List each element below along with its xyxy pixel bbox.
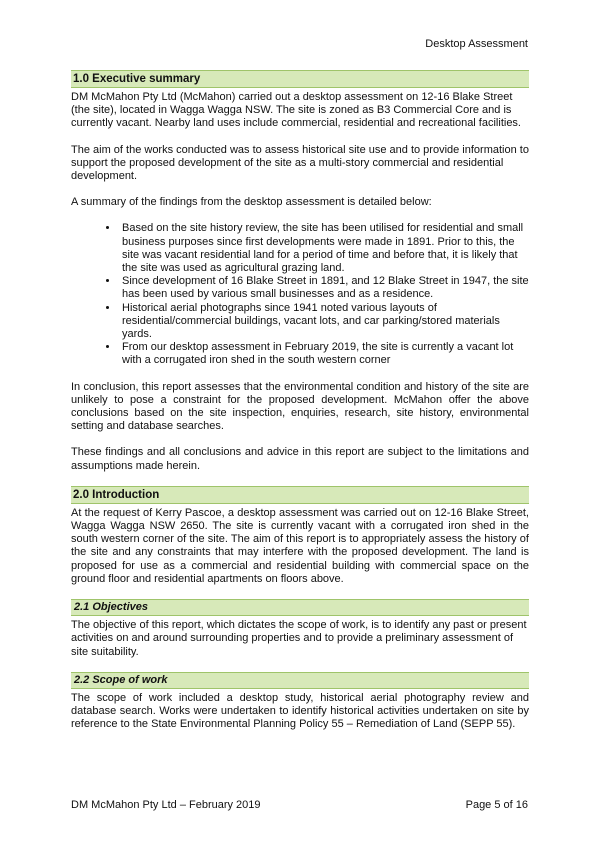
paragraph: DM McMahon Pty Ltd (McMahon) carried out a desktop assessment on 12-16 Blake Street (the site), located in Wagga Wagga NSW. The site is zoned as B3 Commercial Core and is currently vacant. Nearby land uses include commercial, residential and recreational facilities. bbox=[71, 91, 521, 130]
findings-list bbox=[71, 222, 529, 367]
section-heading-scope-of-work: 2.2 Scope of work bbox=[71, 672, 529, 689]
footer-page-number: Page 5 of 16 bbox=[465, 799, 528, 811]
paragraph: These findings and all conclusions and advice in this report are subject to the limitations and assumptions made herein. bbox=[71, 446, 529, 472]
paragraph: A summary of the findings from the desktop assessment is detailed below: bbox=[71, 196, 432, 209]
section-heading-introduction: 2.0 Introduction bbox=[71, 486, 529, 504]
paragraph: In conclusion, this report assesses that the environmental condition and history of the site are unlikely to pose a constraint for the proposed development. McMahon offer the above conclusions based on the site inspection, enquiries, research, site history, environmental setting and database searches. bbox=[71, 380, 529, 433]
list-item: • Historical aerial photographs since 1941 noted various layouts of residential/commercial buildings, vacant lots, and car parking/stored materials yards. bbox=[119, 302, 529, 342]
list-item: • From our desktop assessment in February 2019, the site is currently a vacant lot with a corrugated iron shed in the south western corner bbox=[119, 341, 529, 367]
section-heading-executive-summary: 1.0 Executive summary bbox=[71, 70, 529, 88]
footer-company-date: DM McMahon Pty Ltd – February 2019 bbox=[71, 799, 261, 811]
paragraph: The scope of work included a desktop study, historical aerial photography review and database search. Works were undertaken to identify historical activities undertaken on site by reference to the State Environmental Planning Policy 55 – Remediation of Land (SEPP 55). bbox=[71, 691, 529, 731]
running-header: Desktop Assessment bbox=[425, 38, 528, 50]
paragraph: The objective of this report, which dictates the scope of work, is to identify any past or present activities on and around surrounding properties and to provide a preliminary assessment of site suitability. bbox=[71, 619, 527, 658]
paragraph: At the request of Kerry Pascoe, a desktop assessment was carried out on 12-16 Blake Street, Wagga Wagga NSW 2650. The site is currently vacant with a corrugated iron shed in the south western corner of the site. The aim of this report is to appropriately assess the history of the site and any constraints that may interfere with the proposed development. The land is proposed for use as a commercial and residential building with commercial space on the ground floor and residential apartments on floors above. bbox=[71, 506, 529, 585]
section-heading-objectives: 2.1 Objectives bbox=[71, 599, 529, 616]
list-item: • Since development of 16 Blake Street in 1891, and 12 Blake Street in 1947, the site has been used by various small businesses and as a residence. bbox=[119, 275, 529, 301]
paragraph: The aim of the works conducted was to assess historical site use and to provide information to support the proposed development of the site as a multi-story commercial and residential development. bbox=[71, 143, 529, 183]
list-item: • Based on the site history review, the site has been utilised for residential and small business purposes since first developments were made in 1891. Prior to this, the site was vacant residential land for a period of time and before that, it is likely that the site was used as agricultural grazing land. bbox=[119, 222, 529, 275]
page-content bbox=[71, 70, 529, 744]
